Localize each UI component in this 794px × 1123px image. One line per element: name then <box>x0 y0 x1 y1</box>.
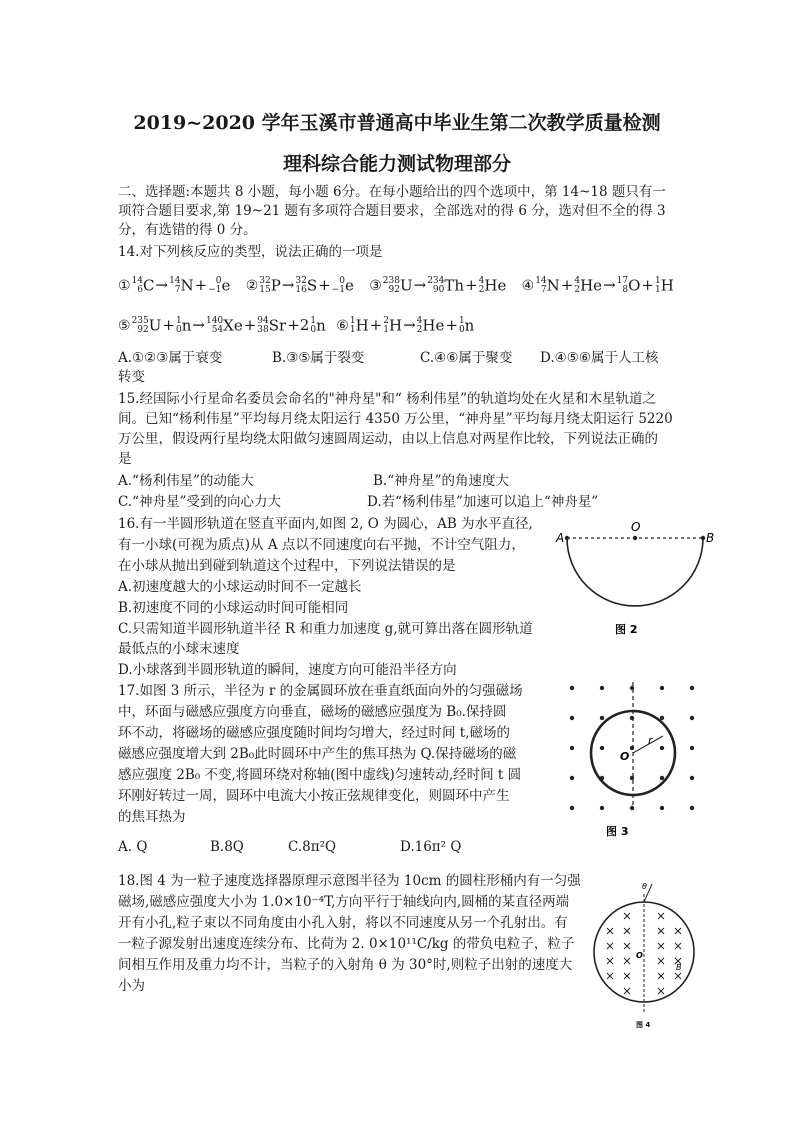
nuclide: 0 −1 e <box>208 276 231 295</box>
q18-line3: 开有小孔,粒子束以不同角度由小孔入射，将以不同速度从另一个孔射出。有 <box>118 915 568 931</box>
q17-line4: 磁感应强度增大到 2B₀此时圆环中产生的焦耳热为 Q.保持磁场的磁 <box>118 746 517 762</box>
field-dot <box>570 806 574 810</box>
section-intro-line2: 项符合题目要求,第 19~21 题有多项符合题目要求，全部选对的得 6 分，选对但不全的得 3 <box>118 203 666 219</box>
field-dot <box>690 716 694 720</box>
page-subtitle: 理科综合能力测试物理部分 <box>282 153 511 175</box>
field-dot <box>660 686 664 690</box>
q14-stem: 14.对下列核反应的类型，说法正确的一项是 <box>118 244 383 260</box>
reaction-operator: + <box>369 316 383 334</box>
reaction-number: ① <box>118 278 131 294</box>
q17-option-b: B.8Q <box>210 839 244 855</box>
q17-option-c: C.8π²Q <box>288 839 337 855</box>
q14-option-c: C.④⑥属于聚变 <box>420 350 513 366</box>
q17-option-a: A. Q <box>118 839 148 855</box>
nuclide: 32 16 S <box>295 276 318 295</box>
reaction-operator: + <box>243 316 257 334</box>
q17-line7: 的焦耳热为 <box>118 809 186 825</box>
reaction-operator: → <box>603 276 616 294</box>
field-dot <box>570 776 574 780</box>
q15-option-a: A.“杨利伟星”的动能大 <box>118 473 254 489</box>
nuclide: 1 1 H <box>654 276 674 295</box>
nuclide: 238 92 U <box>382 276 413 295</box>
label-o: O <box>631 520 641 534</box>
label-o: O <box>620 750 630 763</box>
q16-line2: 有一小球(可视为质点)从 A 点以不同速度向右平抛，不计空气阻力， <box>118 537 525 553</box>
q15-option-b: B.“神舟星”的角速度大 <box>373 473 510 489</box>
semicircle-track <box>567 538 703 606</box>
label-b: B <box>676 963 682 972</box>
label-o: O <box>636 951 643 960</box>
field-dot <box>570 746 574 750</box>
nuclide: 234 90 Th <box>427 276 465 295</box>
q14-option-d: D.④⑤⑥属于人工核 <box>540 350 659 366</box>
figure-3-ring-in-field <box>558 678 708 843</box>
q15-line1: 15.经国际小行星命名委员会命名的"神舟星"和“ 杨利伟星”的轨道均处在火星和木星轨道之 <box>118 391 656 407</box>
field-dot <box>660 746 664 750</box>
reaction-operator: + <box>641 276 654 294</box>
figure-2-caption: 图 2 <box>615 623 638 636</box>
section-intro-line3: 分，有选错的得 0 分。 <box>118 222 257 238</box>
field-dot <box>690 806 694 810</box>
nuclide: 235 92 U <box>131 316 162 335</box>
reaction-number: ⑥ <box>336 318 349 334</box>
figure-4-caption: 图 4 <box>636 1021 651 1029</box>
point-b <box>701 536 705 540</box>
reaction-3 <box>369 276 507 294</box>
q15-line2: 间。已知“杨利伟星”平均每月绕太阳运行 4350 万公里，“神舟星”平均每月绕太阳运行 5220 <box>118 411 673 427</box>
nuclide: 4 2 He <box>574 276 603 295</box>
reaction-operator: → <box>281 276 295 294</box>
q17-line3: 环不动，将磁场的磁感应强度随时间均匀增大，经过时间 t,磁场的 <box>118 725 511 741</box>
field-dot <box>600 716 604 720</box>
q17-line6: 环刚好转过一周，圆环中电流大小按正弦规律变化，则圆环中产生 <box>118 788 510 804</box>
nuclide: 0 −1 e <box>331 276 354 295</box>
q16-option-c2: 最低点的小球末速度 <box>118 641 240 657</box>
q14-option-b: B.③⑤属于裂变 <box>272 350 365 366</box>
label-r: r <box>648 734 653 747</box>
reaction-number: ⑤ <box>118 318 131 334</box>
field-dot <box>660 806 664 810</box>
reaction-4 <box>522 276 675 294</box>
reaction-operator: +2 <box>287 316 310 334</box>
q18-line1: 18.图 4 为一粒子速度选择器原理示意图半径为 10cm 的圆柱形桶内有一匀强 <box>118 873 581 889</box>
field-dot <box>690 776 694 780</box>
reaction-operator: → <box>403 316 416 334</box>
reaction-number: ② <box>245 278 259 294</box>
nuclide: 14 7 N <box>169 276 194 295</box>
q18-line4: 一粒子源发射出速度连续分布、比荷为 2. 0×10¹¹C/kg 的带负电粒子，粒子 <box>118 936 575 952</box>
q14-reactions-row1 <box>118 276 675 295</box>
q16-option-b: B.初速度不同的小球运动时间可能相同 <box>118 600 349 616</box>
q16-option-c1: C.只需知道半圆形轨道半径 R 和重力加速度 g,就可算出落在圆形轨道 <box>118 621 533 637</box>
nuclide: 1 0 n <box>175 316 192 335</box>
figure-4-velocity-selector <box>592 872 702 1032</box>
reaction-operator: + <box>194 276 208 294</box>
label-theta: θ <box>642 882 647 891</box>
nuclide: 94 38 Sr <box>257 316 287 335</box>
reaction-5 <box>118 316 327 334</box>
reaction-2 <box>246 276 355 294</box>
field-dot <box>690 686 694 690</box>
nuclide: 140 54 Xe <box>205 316 243 335</box>
q17-line1: 17.如图 3 所示，半径为 r 的金属圆环放在垂直纸面向外的匀强磁场 <box>118 683 523 699</box>
point-a <box>565 536 569 540</box>
q16-option-d: D.小球落到半圆形轨道的瞬间，速度方向可能沿半径方向 <box>118 662 457 678</box>
reaction-operator: → <box>155 276 169 294</box>
q15-option-c: C.“神舟星”受到的向心力大 <box>118 494 281 510</box>
reaction-operator: → <box>413 276 427 294</box>
nuclide: 2 1 H <box>383 316 403 335</box>
field-dot <box>690 746 694 750</box>
nuclide: 14 7 N <box>535 276 560 295</box>
nuclide: 1 1 H <box>349 316 369 335</box>
q17-line2: 中，环面与磁感应强度方向垂直，磁场的磁感应强度为 B₀.保持圆 <box>118 704 507 720</box>
field-dot <box>660 776 664 780</box>
q14-reactions-row2 <box>118 316 475 335</box>
field-dot <box>600 686 604 690</box>
reaction-1 <box>118 276 231 294</box>
nuclide: 1 0 n <box>458 316 475 335</box>
reaction-6 <box>336 316 475 334</box>
nuclide: 1 0 n <box>310 316 326 335</box>
figure-3-caption: 图 3 <box>606 825 629 838</box>
reaction-operator: → <box>192 316 205 334</box>
q17-line5: 感应强度 2B₀ 不变,将圆环绕对称轴(图中虚线)匀速转动,经时间 t 圆 <box>118 767 522 783</box>
point-o <box>633 536 637 540</box>
q14-option-d-cont: 转变 <box>118 369 145 385</box>
q16-line3: 在小球从抛出到碰到轨道这个过程中，下列说法错误的是 <box>118 558 456 574</box>
q17-option-d: D.16π² Q <box>400 839 462 855</box>
nuclide: 32 15 P <box>259 276 281 295</box>
q18-line2: 磁场,磁感应强度大小为 1.0×10⁻⁴T,方向平行于轴线向内,圆桶的某直径两端 <box>118 894 570 910</box>
q15-option-d: D.若“杨利伟星”加速可以追上“神舟星” <box>367 494 599 510</box>
q14-option-a: A.①②③属于衰变 <box>118 350 223 366</box>
field-dot <box>600 806 604 810</box>
q16-line1: 16.有一半圆形轨道在竖直平面内,如图 2, O 为圆心，AB 为水平直径, <box>118 516 533 532</box>
reaction-operator: + <box>560 276 574 294</box>
q18-line5: 间相互作用及重力均不计，当粒子的入射角 θ 为 30°时,则粒子出射的速度大 <box>118 957 573 973</box>
reaction-number: ④ <box>521 278 535 294</box>
field-dot <box>570 716 574 720</box>
nuclide: 4 2 He <box>416 316 445 335</box>
field-dot <box>600 746 604 750</box>
reaction-operator: + <box>465 276 478 294</box>
q18-line6: 小为 <box>118 978 145 994</box>
field-dot <box>570 686 574 690</box>
section-intro-line1: 二、选择题:本题共 8 小题，每小题 6分。在每小题给出的四个选项中，第 14~18 题只有一 <box>118 184 666 200</box>
reaction-operator: + <box>162 316 175 334</box>
figure-2-semicircle <box>555 518 715 643</box>
reaction-operator: + <box>445 316 458 334</box>
nuclide: 4 2 He <box>478 276 507 295</box>
nuclide: 17 8 O <box>616 276 641 295</box>
reaction-number: ③ <box>369 278 382 294</box>
label-a: A <box>556 531 565 545</box>
reaction-operator: + <box>318 276 331 294</box>
page-title: 2019~2020 学年玉溪市普通高中毕业生第二次教学质量检测 <box>133 112 661 134</box>
q15-line4: 是 <box>118 451 132 467</box>
q16-option-a: A.初速度越大的小球运动时间不一定越长 <box>118 579 362 595</box>
q15-line3: 万公里，假设两行星均绕太阳做匀速圆周运动，由以上信息对两星作比较，下列说法正确的 <box>118 431 658 447</box>
nuclide: 14 6 C <box>131 276 155 295</box>
label-b: B <box>706 531 715 545</box>
